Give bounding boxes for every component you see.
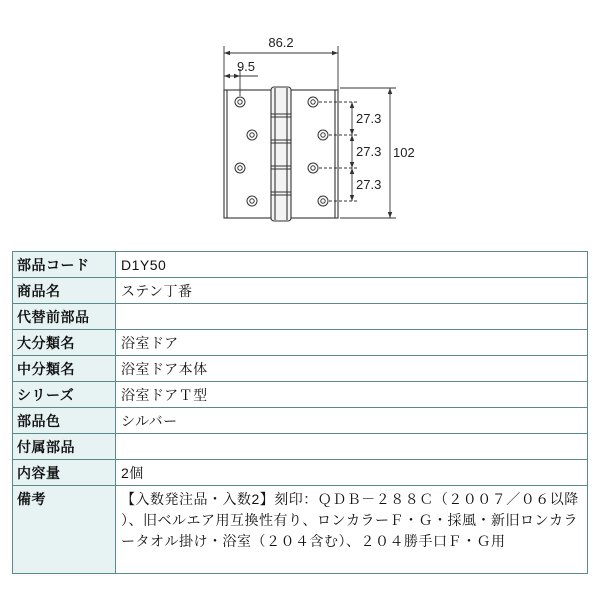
spec-row-remarks xyxy=(13,486,588,574)
spec-value-remarks: 【入数発注品・入数2】刻印：ＱＤＢ－２８８Ｃ（２００７／０６以降）、旧ベルエア用互換性有り、ロンカラーＦ・Ｇ・採風・新旧ロンカラータオル掛け・浴室（２０４含む）、２０４勝手口Ｆ・Ｇ用 xyxy=(116,486,588,574)
screw-hole xyxy=(247,130,257,140)
hinge-drawing xyxy=(0,0,600,240)
screw-hole xyxy=(235,163,245,173)
dim-label-screw-offset: 9.5 xyxy=(236,59,256,74)
spec-value-sub-category: 浴室ドア本体 xyxy=(116,356,588,382)
spec-row-accessory-part xyxy=(13,434,588,460)
spec-label-part-color: 部品色 xyxy=(13,408,116,434)
spec-row-sub-category xyxy=(13,356,588,382)
screw-hole xyxy=(235,97,245,107)
dim-label-overall-height: 102 xyxy=(393,145,415,160)
spec-label-series: シリーズ xyxy=(13,382,116,408)
spec-value-quantity: 2個 xyxy=(116,460,588,486)
spec-label-accessory-part: 付属部品 xyxy=(13,434,116,460)
spec-row-series xyxy=(13,382,588,408)
spec-label-part-code: 部品コード xyxy=(13,252,116,278)
spec-row-product-name xyxy=(13,278,588,304)
dim-label-hole-pitch-1: 27.3 xyxy=(356,111,382,126)
screw-hole xyxy=(247,196,257,206)
spec-label-quantity: 内容量 xyxy=(13,460,116,486)
dim-label-overall-width: 86.2 xyxy=(268,35,294,50)
dim-label-hole-pitch-2: 27.3 xyxy=(356,144,382,159)
spec-value-major-category: 浴室ドア xyxy=(116,330,588,356)
spec-row-major-category xyxy=(13,330,588,356)
spec-value-part-code: D1Y50 xyxy=(116,252,588,278)
hinge-right-leaf xyxy=(290,90,338,218)
spec-row-part-code xyxy=(13,252,588,278)
spec-label-product-name: 商品名 xyxy=(13,278,116,304)
screw-hole xyxy=(308,163,318,173)
spec-row-quantity xyxy=(13,460,588,486)
spec-label-replaced-part: 代替前部品 xyxy=(13,304,116,330)
screw-hole xyxy=(308,97,318,107)
spec-value-series: 浴室ドアＴ型 xyxy=(116,382,588,408)
spec-label-sub-category: 中分類名 xyxy=(13,356,116,382)
spec-value-replaced-part xyxy=(116,304,588,330)
spec-label-major-category: 大分類名 xyxy=(13,330,116,356)
spec-value-part-color: シルバー xyxy=(116,408,588,434)
spec-value-accessory-part xyxy=(116,434,588,460)
screw-hole xyxy=(318,130,328,140)
screw-hole xyxy=(318,196,328,206)
spec-table xyxy=(12,251,588,574)
spec-value-product-name: ステン丁番 xyxy=(116,278,588,304)
spec-label-remarks: 備考 xyxy=(13,486,116,574)
spec-row-part-color xyxy=(13,408,588,434)
hinge-knuckle xyxy=(271,87,291,221)
spec-row-replaced-part xyxy=(13,304,588,330)
dim-label-hole-pitch-3: 27.3 xyxy=(356,177,382,192)
